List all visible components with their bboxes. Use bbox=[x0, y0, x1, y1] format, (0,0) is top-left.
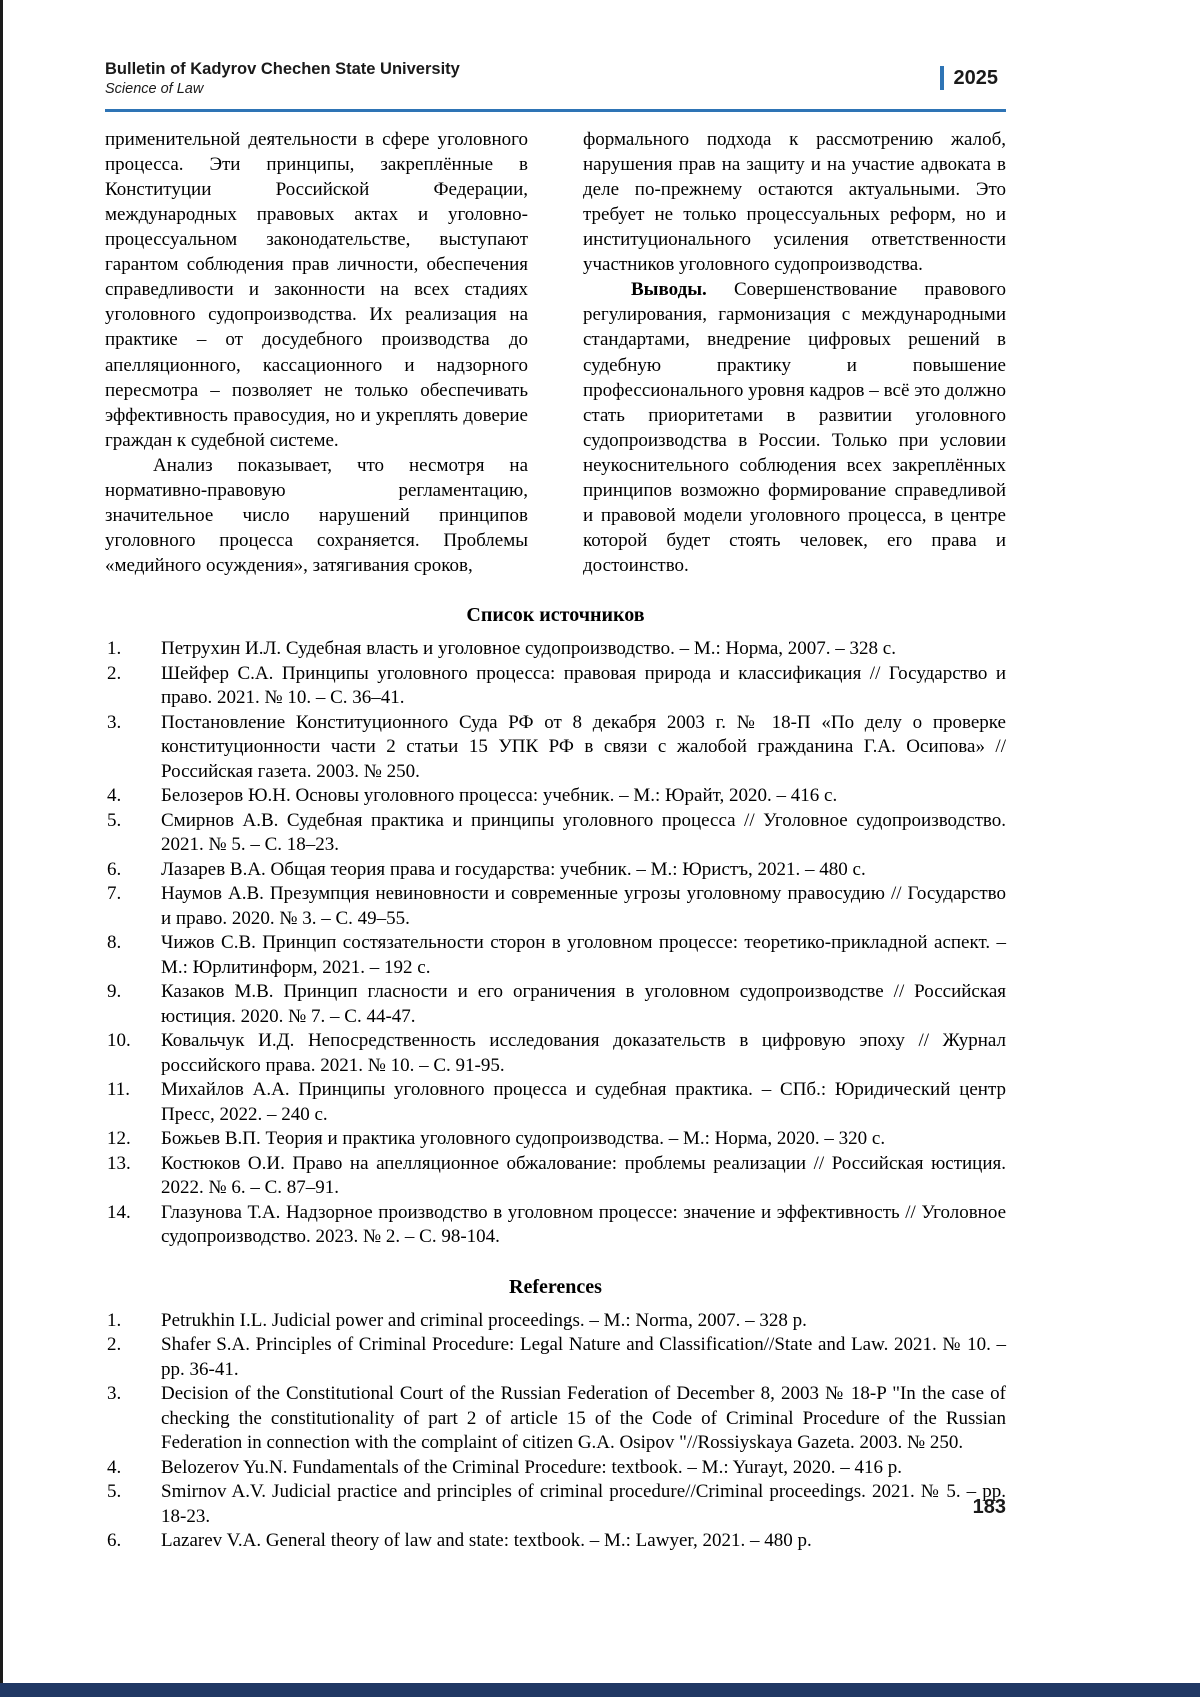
list-item bbox=[105, 711, 1006, 785]
list-item-number: 13. bbox=[107, 1152, 131, 1174]
article-body bbox=[105, 127, 1006, 578]
list-item-number: 6. bbox=[107, 858, 122, 880]
list-item-number: 12. bbox=[107, 1128, 131, 1150]
list-item bbox=[105, 1127, 1006, 1152]
paragraph: применительной деятельности в сфере уголовного процесса. Эти принципы, закреплённые в Конституции Российской Федерации, международных правовых актах и уголовно-процессуальном законодательстве, выступают гарантом соблюдения прав личности, обеспечения справедливости и законности на всех стадиях уголовного судопроизводства. Их реализация на практике – от досудебного производства до апелляционного, кассационного и надзорного пересмотра – позволяет не только обеспечивать эффективность правосудия, но и укреплять доверие граждан к судебной системе. bbox=[105, 128, 528, 451]
list-item-number: 2. bbox=[107, 662, 122, 684]
list-item-number: 14. bbox=[107, 1201, 131, 1223]
list-item-number: 3. bbox=[107, 1383, 122, 1405]
list-item-number: 4. bbox=[107, 1456, 122, 1478]
list-item bbox=[105, 1152, 1006, 1201]
conclusions-lead: Выводы. bbox=[631, 279, 707, 301]
list-item-number: 7. bbox=[107, 883, 122, 905]
list-item bbox=[105, 1309, 1006, 1334]
right-column bbox=[583, 127, 1006, 578]
issue-year-block bbox=[940, 66, 999, 90]
list-item-number: 1. bbox=[107, 638, 122, 660]
journal-identity bbox=[105, 58, 460, 100]
list-item-text: Божьев В.П. Теория и практика уголовного судопроизводства. – М.: Норма, 2020. – 320 с. bbox=[161, 1128, 886, 1150]
list-item-text: Decision of the Constitutional Court of the Russian Federation of December 8, 2003 № 18-P "In the case of checking the constitutionality of part 2 of article 15 of the Code of Criminal Procedure of the Russian Federation in connection with the complaint of citizen G.A. Osipov "//Rossiyskaya Gazeta. 2003. № 250. bbox=[161, 1383, 1006, 1454]
list-item-number: 5. bbox=[107, 1481, 122, 1503]
journal-subtitle: Science of Law bbox=[105, 81, 204, 98]
list-item-text: Лазарев В.А. Общая теория права и государства: учебник. – М.: Юристъ, 2021. – 480 с. bbox=[161, 858, 866, 880]
list-item bbox=[105, 1382, 1006, 1456]
list-item bbox=[105, 1201, 1006, 1250]
list-item-text: Шейфер С.А. Принципы уголовного процесса: правовая природа и классификация // Государство и право. 2021. № 10. – С. 36–41. bbox=[161, 662, 1006, 709]
list-item-text: Постановление Конституционного Суда РФ от 8 декабря 2003 г. № 18-П «По делу о проверке конституционности части 2 статьи 15 УПК РФ в связи с жалобой гражданина Г.А. Осипова» // Российская газета. 2003. № 250. bbox=[161, 711, 1006, 782]
list-item-text: Петрухин И.Л. Судебная власть и уголовное судопроизводство. – М.: Норма, 2007. – 328 с. bbox=[161, 638, 896, 660]
running-header bbox=[105, 58, 1006, 100]
list-item bbox=[105, 1333, 1006, 1382]
header-rule bbox=[105, 109, 1006, 112]
list-item-text: Belozerov Yu.N. Fundamentals of the Criminal Procedure: textbook. – M.: Yurayt, 2020. – 416 p. bbox=[161, 1456, 903, 1478]
list-item bbox=[105, 882, 1006, 931]
references-heading: References bbox=[509, 1275, 602, 1298]
list-item bbox=[105, 637, 1006, 662]
paragraph-conclusions bbox=[583, 277, 1006, 578]
list-item-text: Белозеров Ю.Н. Основы уголовного процесса: учебник. – М.: Юрайт, 2020. – 416 с. bbox=[161, 785, 838, 807]
list-item-number: 1. bbox=[107, 1309, 122, 1331]
left-column bbox=[105, 127, 528, 578]
list-item-number: 4. bbox=[107, 785, 122, 807]
list-item-number: 3. bbox=[107, 711, 122, 733]
list-item-text: Чижов С.В. Принцип состязательности сторон в уголовном процессе: теоретико-прикладной аспект. – М.: Юрлитинформ, 2021. – 192 с. bbox=[161, 932, 1006, 978]
page-left-edge-rule bbox=[0, 0, 3, 1697]
list-item bbox=[105, 809, 1006, 858]
list-item bbox=[105, 1456, 1006, 1481]
conclusions-text: Совершенствование правового регулирования, гармонизация с международными стандартами, внедрение цифровых решений в судебную практику и повышение профессионального уровня кадров – всё это должно стать приоритетами в развитии уголовного судопроизводства в России. Только при условии неукоснительного соблюдения всех закреплённых принципов возможно формирование справедливой и правовой модели уголовного процесса, в центре которой будет стоять человек, его права и достоинство. bbox=[583, 279, 1006, 577]
journal-title: Bulletin of Kadyrov Chechen State University bbox=[105, 60, 460, 78]
list-item bbox=[105, 1529, 1006, 1554]
list-item-text: Казаков М.В. Принцип гласности и его ограничения в уголовном судопроизводстве // Российская юстиция. 2020. № 7. – С. 44-47. bbox=[161, 981, 1006, 1027]
list-item-number: 10. bbox=[107, 1030, 131, 1052]
list-item bbox=[105, 1029, 1006, 1078]
sources-list bbox=[105, 637, 1006, 1250]
list-item-text: Lazarev V.A. General theory of law and state: textbook. – M.: Lawyer, 2021. – 480 p. bbox=[161, 1530, 812, 1552]
list-item-number: 11. bbox=[107, 1079, 131, 1101]
list-item-text: Наумов А.В. Презумпция невиновности и современные угрозы уголовному правосудию // Государство и право. 2020. № 3. – С. 49–55. bbox=[161, 883, 1006, 929]
issue-year: 2025 bbox=[953, 66, 998, 89]
list-item-number: 9. bbox=[107, 981, 122, 1003]
list-item-text: Shafer S.A. Principles of Criminal Procedure: Legal Nature and Classification//State and Law. 2021. № 10. – pp. 36-41. bbox=[161, 1334, 1006, 1380]
list-item-text: Ковальчук И.Д. Непосредственность исследования доказательств в цифровую эпоху // Журнал российского права. 2021. № 10. – С. 91-95. bbox=[161, 1030, 1006, 1076]
list-item bbox=[105, 858, 1006, 883]
list-item bbox=[105, 662, 1006, 711]
list-item-number: 2. bbox=[107, 1334, 122, 1356]
page-number: 183 bbox=[972, 1496, 1006, 1518]
list-item bbox=[105, 784, 1006, 809]
list-item bbox=[105, 931, 1006, 980]
list-item-text: Смирнов А.В. Судебная практика и принципы уголовного процесса // Уголовное судопроизводство. 2021. № 5. – С. 18–23. bbox=[161, 809, 1006, 856]
page-content bbox=[105, 58, 1006, 1554]
list-item-text: Smirnov A.V. Judicial practice and principles of criminal procedure//Criminal proceedings. 2021. № 5. – pp. 18-23. bbox=[161, 1481, 1006, 1527]
list-item-text: Михайлов А.А. Принципы уголовного процесса и судебная практика. – СПб.: Юридический центр Пресс, 2022. – 240 с. bbox=[161, 1079, 1006, 1125]
list-item-number: 5. bbox=[107, 809, 122, 831]
list-item-text: Костюков О.И. Право на апелляционное обжалование: проблемы реализации // Российская юстиция. 2022. № 6. – С. 87–91. bbox=[161, 1152, 1006, 1199]
sources-heading: Список источников bbox=[466, 604, 645, 627]
paragraph: формального подхода к рассмотрению жалоб, нарушения прав на защиту и на участие адвоката в деле по-прежнему остаются актуальными. Это требует не только процессуальных реформ, но и институционального усиления ответственности участников уголовного судопроизводства. bbox=[583, 128, 1006, 276]
list-item bbox=[105, 1078, 1006, 1127]
list-item-number: 6. bbox=[107, 1530, 122, 1552]
list-item-number: 8. bbox=[107, 932, 122, 954]
footer-bar bbox=[0, 1683, 1200, 1697]
list-item-text: Глазунова Т.А. Надзорное производство в уголовном процессе: значение и эффективность // Уголовное судопроизводство. 2023. № 2. – С. 98-104. bbox=[161, 1201, 1006, 1248]
list-item bbox=[105, 980, 1006, 1029]
list-item-text: Petrukhin I.L. Judicial power and criminal proceedings. – M.: Norma, 2007. – 328 p. bbox=[161, 1309, 807, 1331]
paragraph: Анализ показывает, что несмотря на нормативно-правовую регламентацию, значительное число нарушений принципов уголовного процесса сохраняется. Проблемы «медийного осуждения», затягивания сроков, bbox=[105, 454, 528, 577]
year-divider-bar bbox=[940, 66, 944, 90]
